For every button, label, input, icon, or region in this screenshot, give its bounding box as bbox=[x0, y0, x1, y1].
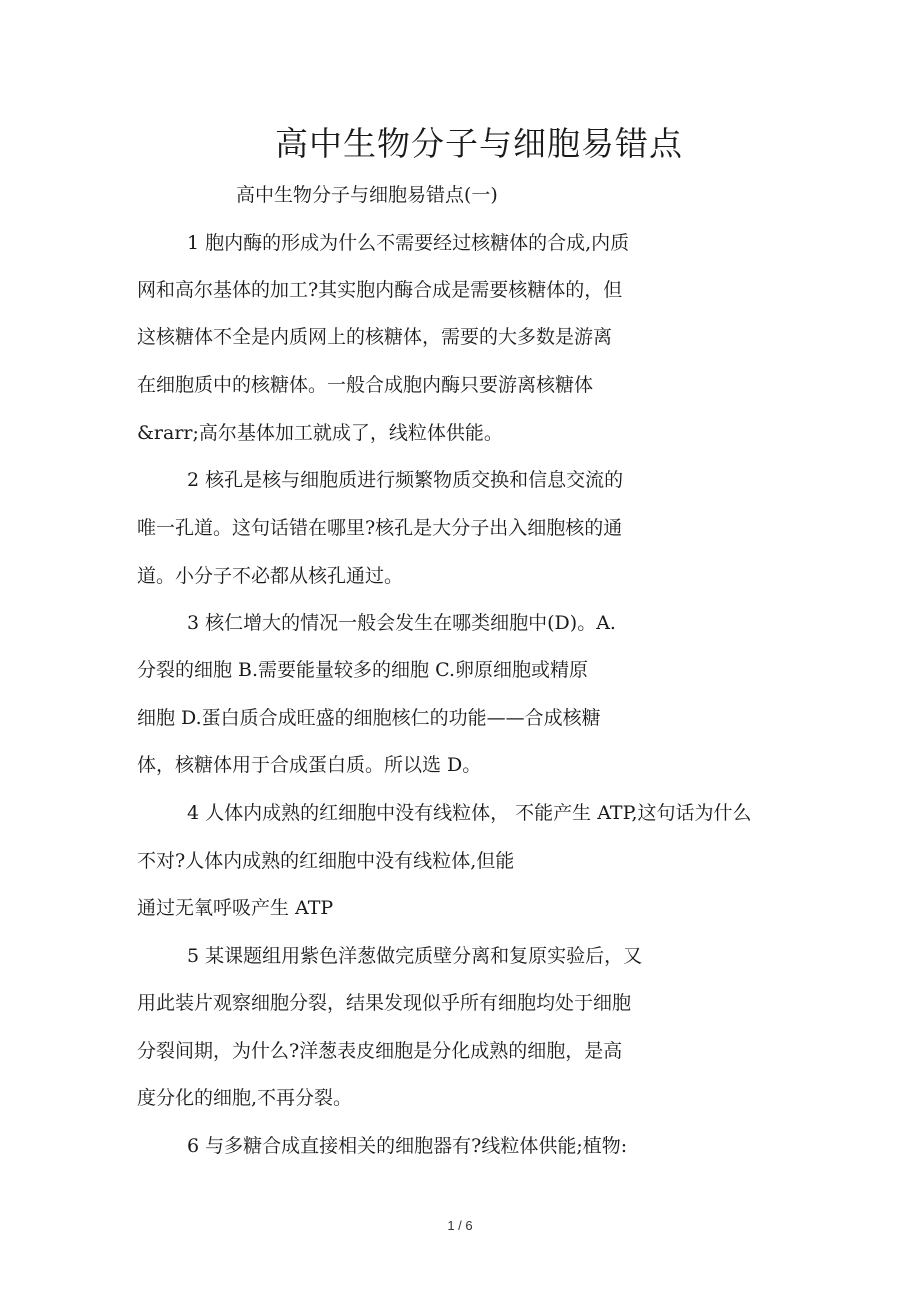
paragraph-line: 体，核糖体用于合成蛋白质。所以选 D。 bbox=[137, 754, 482, 776]
paragraph-line: 网和高尔基体的加工?其实胞内酶合成是需要核糖体的，但 bbox=[137, 279, 623, 301]
paragraph-line: 1 胞内酶的形成为什么不需要经过核糖体的合成,内质 bbox=[187, 232, 630, 254]
paragraph-line: 度分化的细胞,不再分裂。 bbox=[137, 1087, 353, 1109]
paragraph-line: 道。小分子不必都从核孔通过。 bbox=[137, 565, 404, 587]
page-indicator: 1 / 6 bbox=[447, 1218, 473, 1233]
paragraph-line: 分裂的细胞 B.需要能量较多的细胞 C.卵原细胞或精原 bbox=[137, 659, 588, 681]
paragraph-line: 6 与多糖合成直接相关的细胞器有?线粒体供能;植物: bbox=[187, 1135, 628, 1157]
paragraph-line: 3 核仁增大的情况一般会发生在哪类细胞中(D)。A. bbox=[187, 612, 616, 634]
paragraph-line: 4 人体内成熟的红细胞中没有线粒体， 不能产生 ATP,这句话为什么 bbox=[187, 802, 752, 824]
document-subtitle: 高中生物分子与细胞易错点(一) bbox=[236, 184, 498, 206]
paragraph-line: 不对?人体内成熟的红细胞中没有线粒体,但能 bbox=[137, 850, 515, 872]
paragraph-line: &rarr;高尔基体加工就成了，线粒体供能。 bbox=[137, 422, 503, 444]
paragraph-line: 细胞 D.蛋白质合成旺盛的细胞核仁的功能——合成核糖 bbox=[137, 707, 601, 729]
paragraph-line: 2 核孔是核与细胞质进行频繁物质交换和信息交流的 bbox=[187, 469, 624, 491]
document-title: 高中生物分子与细胞易错点 bbox=[275, 124, 683, 163]
paragraph-line: 在细胞质中的核糖体。一般合成胞内酶只要游离核糖体 bbox=[137, 374, 594, 396]
paragraph-line: 用此装片观察细胞分裂，结果发现似乎所有细胞均处于细胞 bbox=[137, 992, 632, 1014]
paragraph-line: 唯一孔道。这句话错在哪里?核孔是大分子出入细胞核的通 bbox=[137, 517, 623, 539]
paragraph-line: 这核糖体不全是内质网上的核糖体，需要的大多数是游离 bbox=[137, 326, 613, 348]
paragraph-line: 5 某课题组用紫色洋葱做完质壁分离和复原实验后，又 bbox=[187, 945, 643, 967]
paragraph-line: 分裂间期，为什么?洋葱表皮细胞是分化成熟的细胞，是高 bbox=[137, 1040, 623, 1062]
paragraph-line: 通过无氧呼吸产生 ATP bbox=[137, 897, 334, 919]
